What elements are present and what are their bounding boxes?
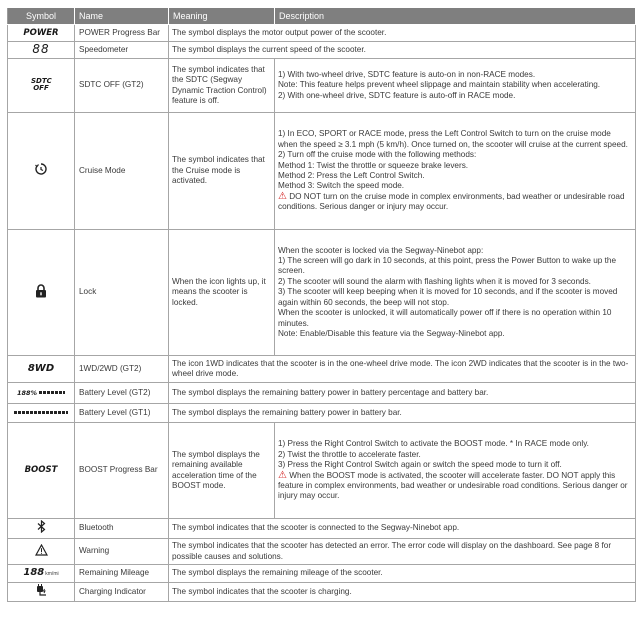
battery-level-gt1-symbol bbox=[8, 404, 75, 423]
row-name: BOOST Progress Bar bbox=[75, 423, 169, 519]
table-row bbox=[8, 583, 636, 602]
table-header bbox=[8, 8, 636, 25]
row-description: 1) With two-wheel drive, SDTC feature is auto-on in non-RACE modes. Note: This feature helps prevent wheel slippage and maintain stability when accelerating. 2) With one-wheel drive, SDTC feature is auto-off in RACE mode. bbox=[275, 59, 636, 113]
header-name: Name bbox=[75, 8, 169, 25]
header-meaning: Meaning bbox=[169, 8, 275, 25]
row-description: The symbol indicates that the scooter is connected to the Segway-Ninebot app. bbox=[169, 519, 636, 539]
warning-icon: ⚠ bbox=[278, 190, 287, 202]
boost-symbol: BOOST bbox=[8, 423, 75, 519]
row-name: Cruise Mode bbox=[75, 113, 169, 230]
row-description: The symbol indicates that the scooter is charging. bbox=[169, 583, 636, 602]
remaining-mileage-symbol: 188km/mi bbox=[8, 565, 75, 583]
table-row bbox=[8, 42, 636, 59]
table-row bbox=[8, 230, 636, 356]
row-description: The icon 1WD indicates that the scooter is in the one-wheel drive mode. The icon 2WD indicates that the scooter is in the two-wheel drive mode. bbox=[169, 356, 636, 383]
row-description: The symbol displays the remaining mileage of the scooter. bbox=[169, 565, 636, 583]
table-row bbox=[8, 25, 636, 42]
row-description: The symbol displays the remaining battery power in battery percentage and battery bar. bbox=[169, 383, 636, 404]
row-name: Battery Level (GT2) bbox=[75, 383, 169, 404]
row-name: Warning bbox=[75, 539, 169, 565]
row-meaning: The symbol indicates that the Cruise mode is activated. bbox=[169, 113, 275, 230]
warning-icon bbox=[35, 549, 48, 558]
symbol-table bbox=[7, 7, 636, 602]
table-row bbox=[8, 356, 636, 383]
row-meaning: The symbol indicates that the SDTC (Segway Dynamic Traction Control) feature is off. bbox=[169, 59, 275, 113]
row-description: 1) Press the Right Control Switch to activate the BOOST mode. * In RACE mode only. 2) Twist the throttle to accelerate faster. 3) Press the Right Control Switch again or switch the speed mode to turn it off. ⚠ When the BOOST mode is activated, the scooter will accelerate faster. DO NOT apply this feature in complex environments, bad weather or undesirable road conditions. Serious danger or injury may occur. bbox=[275, 423, 636, 519]
row-name: Remaining Mileage bbox=[75, 565, 169, 583]
speedometer-symbol: 88 bbox=[8, 42, 75, 59]
header-description: Description bbox=[275, 8, 636, 25]
battery-level-gt2-symbol: 188% bbox=[8, 383, 75, 404]
bluetooth-icon bbox=[37, 526, 46, 535]
row-description: 1) In ECO, SPORT or RACE mode, press the Left Control Switch to turn on the cruise mode when the speed ≥ 3.1 mph (5 km/h). Once turned on, the scooter will cruise at the current speed. 2) Turn off the cruise mode with the following methods: Method 1: Twist the throttle or squeeze brake levers. Method 2: Press the Left Control Switch. Method 3: Switch the speed mode. ⚠ DO NOT turn on the cruise mode in complex environments, bad weather or undesirable road conditions. Serious danger or injury may occur. bbox=[275, 113, 636, 230]
table-row bbox=[8, 404, 636, 423]
row-description: The symbol displays the remaining battery power in battery bar. bbox=[169, 404, 636, 423]
row-name: SDTC OFF (GT2) bbox=[75, 59, 169, 113]
row-name: Lock bbox=[75, 230, 169, 356]
table-row bbox=[8, 383, 636, 404]
sdtc-off-symbol: SDTC OFF bbox=[8, 59, 75, 113]
row-name: Speedometer bbox=[75, 42, 169, 59]
table-row bbox=[8, 113, 636, 230]
cruise-icon bbox=[34, 169, 48, 178]
power-symbol: POWER bbox=[8, 25, 75, 42]
row-description: The symbol displays the current speed of the scooter. bbox=[169, 42, 636, 59]
table-row bbox=[8, 539, 636, 565]
row-description: The symbol indicates that the scooter has detected an error. The error code will display on the dashboard. See page 8 for possible causes and solutions. bbox=[169, 539, 636, 565]
row-name: Charging Indicator bbox=[75, 583, 169, 602]
row-description: The symbol displays the motor output power of the scooter. bbox=[169, 25, 636, 42]
table-row bbox=[8, 59, 636, 113]
table-row bbox=[8, 519, 636, 539]
row-name: 1WD/2WD (GT2) bbox=[75, 356, 169, 383]
row-name: Battery Level (GT1) bbox=[75, 404, 169, 423]
row-description: When the scooter is locked via the Segway-Ninebot app: 1) The screen will go dark in 10 seconds, at this point, press the Power Button to wake up the screen. 2) The scooter will sound the alarm with flashing lights when it is moved for 3 seconds. 3) The scooter will keep beeping when it is moved for 10 seconds, and if the scooter is moved again within 60 seconds, the beep will not stop. When the scooter is unlocked, it will automatically power off if there is no operation within 10 minutes. Note: Enable/Disable this feature via the Segway-Ninebot app. bbox=[275, 230, 636, 356]
header-symbol: Symbol bbox=[8, 8, 75, 25]
table-row bbox=[8, 423, 636, 519]
lock-icon bbox=[35, 291, 47, 300]
row-name: Bluetooth bbox=[75, 519, 169, 539]
row-meaning: The symbol displays the remaining available acceleration time of the BOOST mode. bbox=[169, 423, 275, 519]
warning-icon: ⚠ bbox=[278, 469, 287, 481]
table-row bbox=[8, 565, 636, 583]
drive-mode-symbol: 8WD bbox=[8, 356, 75, 383]
row-name: POWER Progress Bar bbox=[75, 25, 169, 42]
charging-icon bbox=[34, 589, 48, 598]
row-meaning: When the icon lights up, it means the scooter is locked. bbox=[169, 230, 275, 356]
